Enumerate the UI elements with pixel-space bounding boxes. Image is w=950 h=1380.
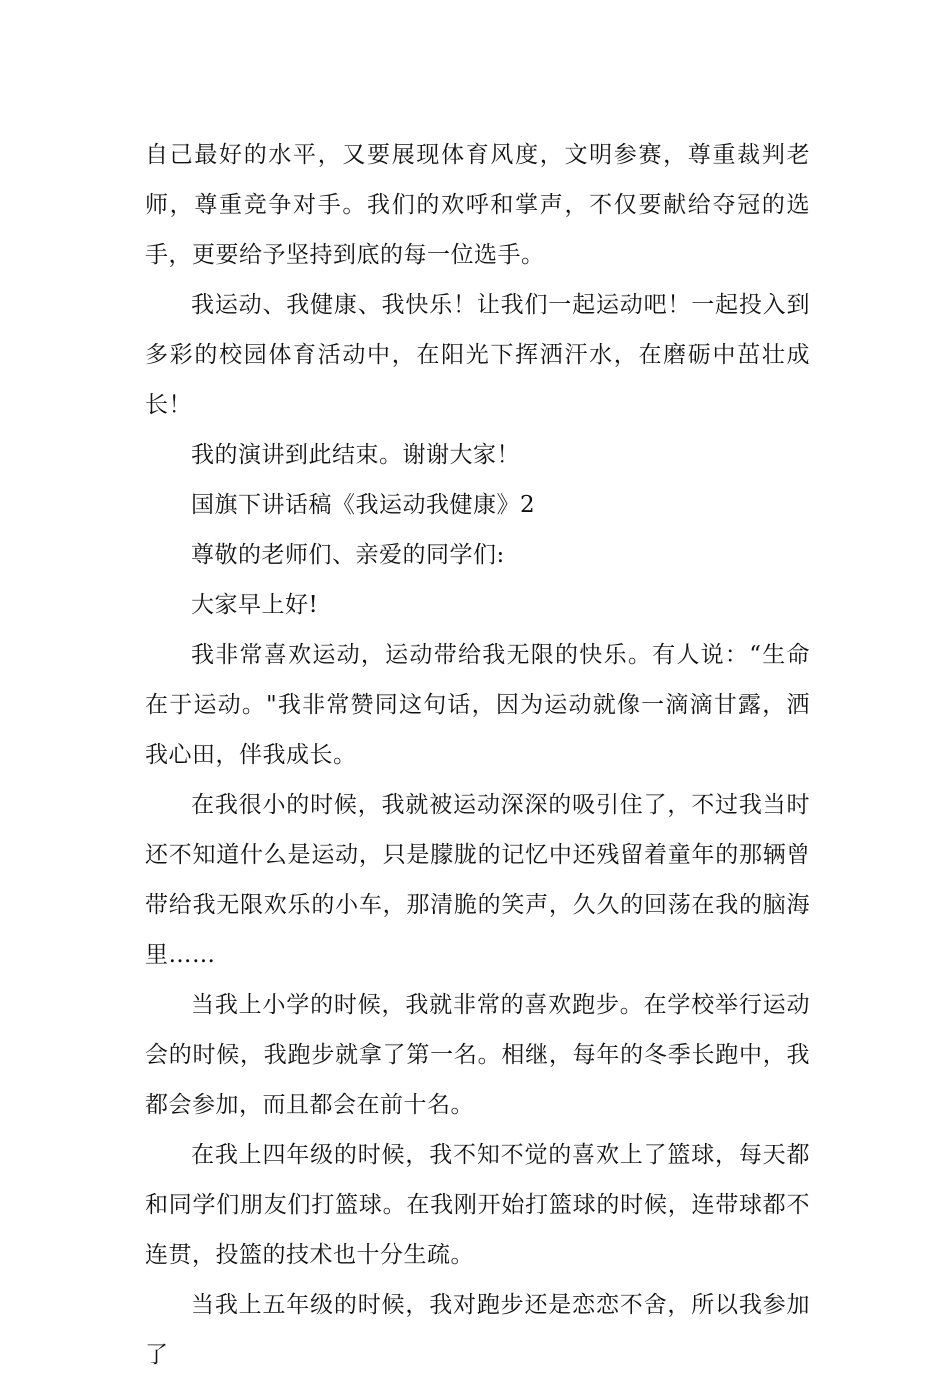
greeting: 大家早上好! bbox=[191, 592, 319, 618]
section-heading: 国旗下讲话稿《我运动我健康》2 bbox=[191, 492, 536, 518]
paragraph: 在我很小的时候，我就被运动深深的吸引住了，不过我当时还不知道什么是运动，只是朦胧的记忆中还残留着童年的那辆曾带给我无限欢乐的小车，那清脆的笑声，久久的回荡在我的脑海里…… bbox=[145, 792, 810, 968]
paragraph: 我的演讲到此结束。谢谢大家！ bbox=[191, 442, 520, 468]
paragraph: 当我上小学的时候，我就非常的喜欢跑步。在学校举行运动会的时候，我跑步就拿了第一名。相继，每年的冬季长跑中，我都会参加，而且都会在前十名。 bbox=[145, 992, 810, 1118]
paragraph: 我运动、我健康、我快乐！让我们一起运动吧！一起投入到多彩的校园体育活动中，在阳光下挥洒汗水，在磨砺中茁壮成长！ bbox=[145, 292, 810, 418]
paragraph: 当我上五年级的时候，我对跑步还是恋恋不舍，所以我参加了 bbox=[145, 1292, 810, 1368]
paragraph: 我非常喜欢运动，运动带给我无限的快乐。有人说：“生命在于运动。"我非常赞同这句话，因为运动就像一滴滴甘露，洒我心田，伴我成长。 bbox=[145, 642, 810, 768]
salutation: 尊敬的老师们、亲爱的同学们: bbox=[191, 542, 505, 568]
document-body bbox=[145, 130, 810, 1380]
paragraph: 自己最好的水平，又要展现体育风度，文明参赛，尊重裁判老师，尊重竞争对手。我们的欢呼和掌声，不仅要献给夺冠的选手，更要给予坚持到底的每一位选手。 bbox=[145, 142, 810, 268]
paragraph: 在我上四年级的时候，我不知不觉的喜欢上了篮球，每天都和同学们朋友们打篮球。在我刚开始打篮球的时候，连带球都不连贯，投篮的技术也十分生疏。 bbox=[145, 1142, 810, 1268]
